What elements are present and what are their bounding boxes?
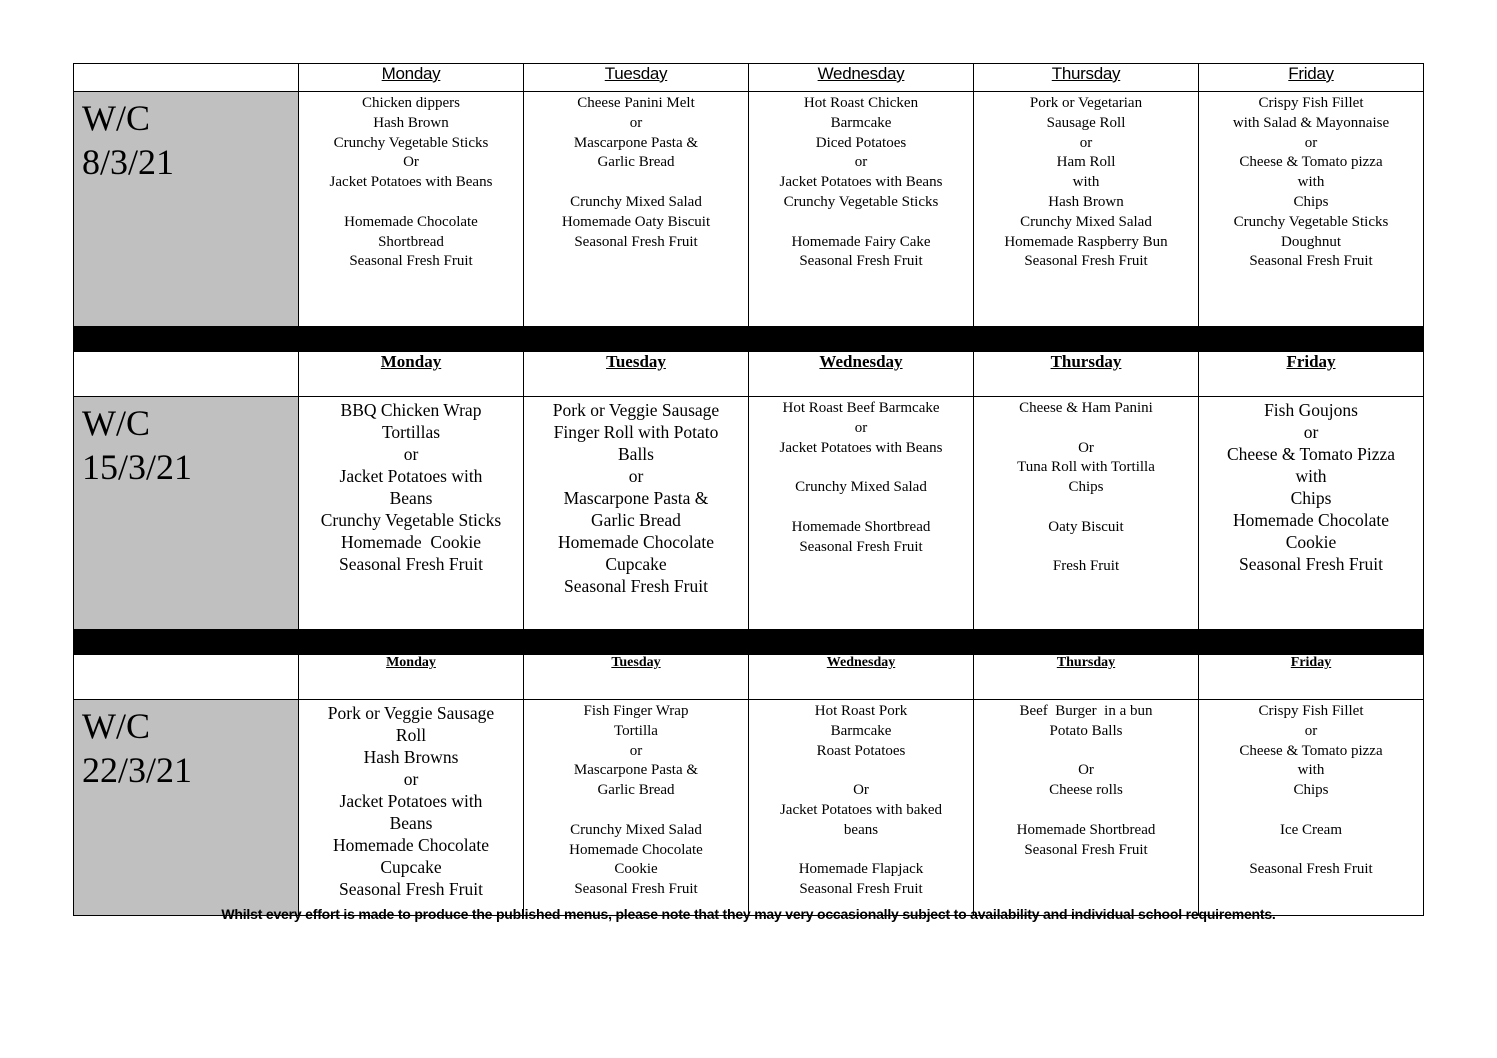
menu-line — [974, 498, 1198, 518]
menu-line: Chicken dippers — [362, 95, 460, 111]
menu-line: Mascarpone Pasta & — [573, 762, 699, 779]
week-row — [74, 397, 1424, 630]
menu-line — [749, 841, 973, 861]
menu-line: Seasonal Fresh Fruit — [1249, 861, 1373, 878]
menu-line: Homemade Chocolate — [333, 835, 489, 855]
day-header: Friday — [1199, 64, 1424, 92]
menu-line: Mascarpone Pasta & — [573, 134, 699, 151]
menu-line: Ice Cream — [1279, 821, 1343, 838]
menu-line: Seasonal Fresh Fruit — [799, 253, 923, 270]
menu-line: Cheese rolls — [1049, 782, 1123, 799]
day-header: Tuesday — [524, 655, 749, 700]
menu-line — [1199, 841, 1423, 861]
header-blank-cell — [74, 64, 299, 92]
day-header: Friday — [1199, 655, 1424, 700]
menu-line: Jacket Potatoes with Beans — [329, 174, 493, 191]
menu-line: Cheese & Tomato pizza — [1239, 154, 1383, 171]
menu-line: Homemade Flapjack — [798, 861, 924, 878]
day-header: Wednesday — [749, 64, 974, 92]
meal-cell — [974, 92, 1199, 327]
menu-line: Chips — [1293, 193, 1329, 210]
day-header: Thursday — [974, 352, 1199, 397]
menu-line: or — [403, 769, 419, 789]
menu-line: Finger Roll with Potato — [553, 422, 719, 442]
wc-date: 15/3/21 — [82, 447, 193, 487]
menu-line: Homemade Chocolate — [558, 532, 714, 552]
day-header: Wednesday — [749, 352, 974, 397]
menu-line: Hash Browns — [363, 747, 459, 767]
menu-line: Cookie — [1285, 532, 1337, 552]
menu-line: Hash Brown — [1048, 193, 1124, 210]
menu-line: Roast Potatoes — [816, 742, 906, 759]
day-header: Tuesday — [524, 64, 749, 92]
menu-line — [974, 801, 1198, 821]
day-header: Monday — [299, 655, 524, 700]
menu-line: BBQ Chicken Wrap — [340, 400, 482, 420]
wc-date: 8/3/21 — [82, 142, 175, 182]
availability-disclaimer: Whilst every effort is made to produce the published menus, please note that they may very occasionally subject to availability and individual school requirements. — [221, 906, 1276, 922]
menu-line: Or — [1078, 439, 1094, 456]
wc-label: W/C — [82, 403, 150, 443]
separator-row — [74, 327, 1424, 352]
menu-line: Seasonal Fresh Fruit — [349, 253, 473, 270]
menu-line: or — [854, 419, 868, 436]
menu-line: Cheese & Tomato pizza — [1239, 742, 1383, 759]
menu-line: Seasonal Fresh Fruit — [1024, 841, 1148, 858]
menu-line: or — [854, 154, 868, 171]
meal-cell — [524, 700, 749, 916]
menu-line: Homemade Chocolate — [569, 841, 703, 858]
menu-line — [299, 193, 523, 213]
menu-line: Seasonal Fresh Fruit — [1239, 554, 1383, 574]
menu-line — [1199, 801, 1423, 821]
menu-line: Seasonal Fresh Fruit — [339, 879, 483, 899]
menu-line: Chips — [1068, 479, 1104, 496]
menu-line: Homemade Cookie — [341, 532, 481, 552]
menu-line: Sausage Roll — [1046, 114, 1126, 131]
menu-line: Homemade Fairy Cake — [791, 233, 931, 250]
menu-line: Crunchy Vegetable Sticks — [320, 510, 502, 530]
menu-line: Doughnut — [1281, 233, 1341, 250]
meal-cell — [974, 700, 1199, 916]
menu-line: Seasonal Fresh Fruit — [799, 538, 923, 555]
wc-label: W/C — [82, 706, 150, 746]
menu-line: Crunchy Mixed Salad — [1020, 213, 1152, 230]
menu-line: Tortilla — [614, 722, 658, 739]
menu-line — [974, 538, 1198, 558]
meal-cell — [299, 92, 524, 327]
menu-line: with — [1072, 174, 1100, 191]
header-blank-cell — [74, 352, 299, 397]
menu-line: Beans — [389, 488, 433, 508]
meal-cell — [1199, 92, 1424, 327]
menu-line: Crunchy Vegetable Sticks — [1233, 213, 1389, 230]
meal-cell — [1199, 397, 1424, 630]
menu-line: Homemade Shortbread — [791, 518, 931, 535]
menu-line — [974, 419, 1198, 439]
menu-line: Beef Burger in a bun — [1019, 703, 1153, 719]
menu-line: Homemade Shortbread — [1016, 821, 1156, 838]
menu-line: or — [1304, 722, 1318, 739]
menu-line: Tortillas — [381, 422, 441, 442]
menu-line: Homemade Chocolate — [1233, 510, 1389, 530]
menu-line: Hash Brown — [373, 114, 449, 131]
menu-line: Chips — [1293, 782, 1329, 799]
menu-line — [749, 458, 973, 478]
menu-line: Hot Roast Beef Barmcake — [782, 400, 940, 416]
menu-line: Tuna Roll with Tortilla — [1017, 459, 1155, 476]
menu-line: Crispy Fish Fillet — [1258, 703, 1364, 719]
day-header-row — [74, 655, 1424, 700]
menu-line: or — [629, 742, 643, 759]
menu-line: Mascarpone Pasta & — [563, 488, 709, 508]
menu-line: Jacket Potatoes with Beans — [779, 174, 943, 191]
meal-cell — [524, 397, 749, 630]
meal-cell — [749, 92, 974, 327]
wc-date: 22/3/21 — [82, 750, 193, 790]
menu-line — [749, 213, 973, 233]
menu-line: Seasonal Fresh Fruit — [574, 233, 698, 250]
menu-line: Fresh Fruit — [1052, 558, 1120, 575]
day-header: Friday — [1199, 352, 1424, 397]
menu-line: Cupcake — [605, 554, 667, 574]
menu-line: Shortbread — [378, 233, 444, 250]
day-header-row — [74, 64, 1424, 92]
menu-line: Crunchy Mixed Salad — [795, 479, 927, 496]
menu-line: Garlic Bread — [597, 154, 675, 171]
menu-line: Seasonal Fresh Fruit — [1024, 253, 1148, 270]
meal-cell — [1199, 700, 1424, 916]
day-header: Thursday — [974, 64, 1199, 92]
separator-row — [74, 630, 1424, 655]
day-header: Tuesday — [524, 352, 749, 397]
menu-table — [73, 63, 1424, 916]
menu-line: Jacket Potatoes with — [339, 466, 483, 486]
menu-line: Balls — [618, 444, 654, 464]
wc-label: W/C — [82, 98, 150, 138]
meal-cell — [299, 700, 524, 916]
menu-line: with Salad & Mayonnaise — [1232, 114, 1390, 131]
menu-line: Roll — [395, 725, 427, 745]
menu-line: Jacket Potatoes with baked — [779, 801, 943, 818]
menu-line: Cheese & Tomato Pizza — [1226, 444, 1396, 464]
menu-line: Jacket Potatoes with — [339, 791, 483, 811]
menu-line: Or — [1078, 762, 1094, 779]
menu-line: Seasonal Fresh Fruit — [799, 881, 923, 898]
menu-line: Cheese Panini Melt — [577, 95, 695, 111]
menu-line: Fish Goujons — [1264, 400, 1358, 420]
menu-line — [749, 761, 973, 781]
menu-line: or — [629, 114, 643, 131]
menu-line: Homemade Oaty Biscuit — [561, 213, 711, 230]
menu-line — [749, 498, 973, 518]
menu-line: Chips — [1290, 488, 1332, 508]
menu-line: with — [1297, 762, 1325, 779]
menu-line: or — [1079, 134, 1093, 151]
meal-cell — [524, 92, 749, 327]
menu-line: beans — [843, 821, 879, 838]
menu-line: or — [403, 444, 419, 464]
menu-line: Hot Roast Pork — [814, 703, 908, 719]
menu-line: Oaty Biscuit — [1048, 518, 1124, 535]
header-blank-cell — [74, 655, 299, 700]
menu-line: Homemade Raspberry Bun — [1004, 233, 1168, 250]
menu-line: Seasonal Fresh Fruit — [574, 881, 698, 898]
menu-line: Cheese & Ham Panini — [1019, 400, 1153, 416]
menu-line: Crispy Fish Fillet — [1258, 95, 1364, 111]
menu-line: Barmcake — [830, 114, 892, 131]
menu-line: Pork or Veggie Sausage — [327, 703, 495, 723]
menu-line: Crunchy Vegetable Sticks — [333, 134, 489, 151]
menu-line: Or — [853, 782, 869, 799]
meal-cell — [974, 397, 1199, 630]
menu-line — [524, 801, 748, 821]
week-commencing-cell — [74, 397, 299, 630]
menu-line: Seasonal Fresh Fruit — [1249, 253, 1373, 270]
menu-line: Ham Roll — [1056, 154, 1116, 171]
week-row — [74, 92, 1424, 327]
menu-line: with — [1295, 466, 1327, 486]
menu-line: Pork or Veggie Sausage — [552, 400, 720, 420]
menu-line: Hot Roast Chicken — [803, 95, 919, 111]
menu-line: Garlic Bread — [591, 510, 681, 530]
meal-cell — [749, 700, 974, 916]
menu-line — [524, 173, 748, 193]
menu-line: Or — [403, 154, 419, 171]
week-row — [74, 700, 1424, 916]
menu-line: or — [1304, 134, 1318, 151]
day-header-row — [74, 352, 1424, 397]
menu-line: Potato Balls — [1049, 722, 1123, 739]
menu-line: Seasonal Fresh Fruit — [564, 576, 708, 596]
menu-line: Cupcake — [380, 857, 442, 877]
menu-line: Diced Potatoes — [815, 134, 907, 151]
day-header: Monday — [299, 64, 524, 92]
menu-line — [974, 742, 1198, 762]
menu-line: or — [628, 466, 644, 486]
menu-line: Garlic Bread — [597, 782, 675, 799]
menu-line: Fish Finger Wrap — [583, 703, 689, 719]
menu-line: Crunchy Vegetable Sticks — [783, 193, 939, 210]
day-header: Monday — [299, 352, 524, 397]
week-commencing-cell — [74, 92, 299, 327]
menu-line: Seasonal Fresh Fruit — [339, 554, 483, 574]
week-commencing-cell — [74, 700, 299, 916]
meal-cell — [749, 397, 974, 630]
menu-line: or — [1303, 422, 1319, 442]
meal-cell — [299, 397, 524, 630]
day-header: Wednesday — [749, 655, 974, 700]
menu-line: Crunchy Mixed Salad — [570, 193, 702, 210]
menu-line: Crunchy Mixed Salad — [570, 821, 702, 838]
menu-line: with — [1297, 174, 1325, 191]
menu-line: Homemade Chocolate — [344, 213, 478, 230]
menu-line: Beans — [389, 813, 433, 833]
menu-line: Jacket Potatoes with Beans — [779, 439, 943, 456]
menu-line: Barmcake — [830, 722, 892, 739]
menu-line: Pork or Vegetarian — [1029, 95, 1143, 111]
day-header: Thursday — [974, 655, 1199, 700]
menu-line: Cookie — [614, 861, 658, 878]
